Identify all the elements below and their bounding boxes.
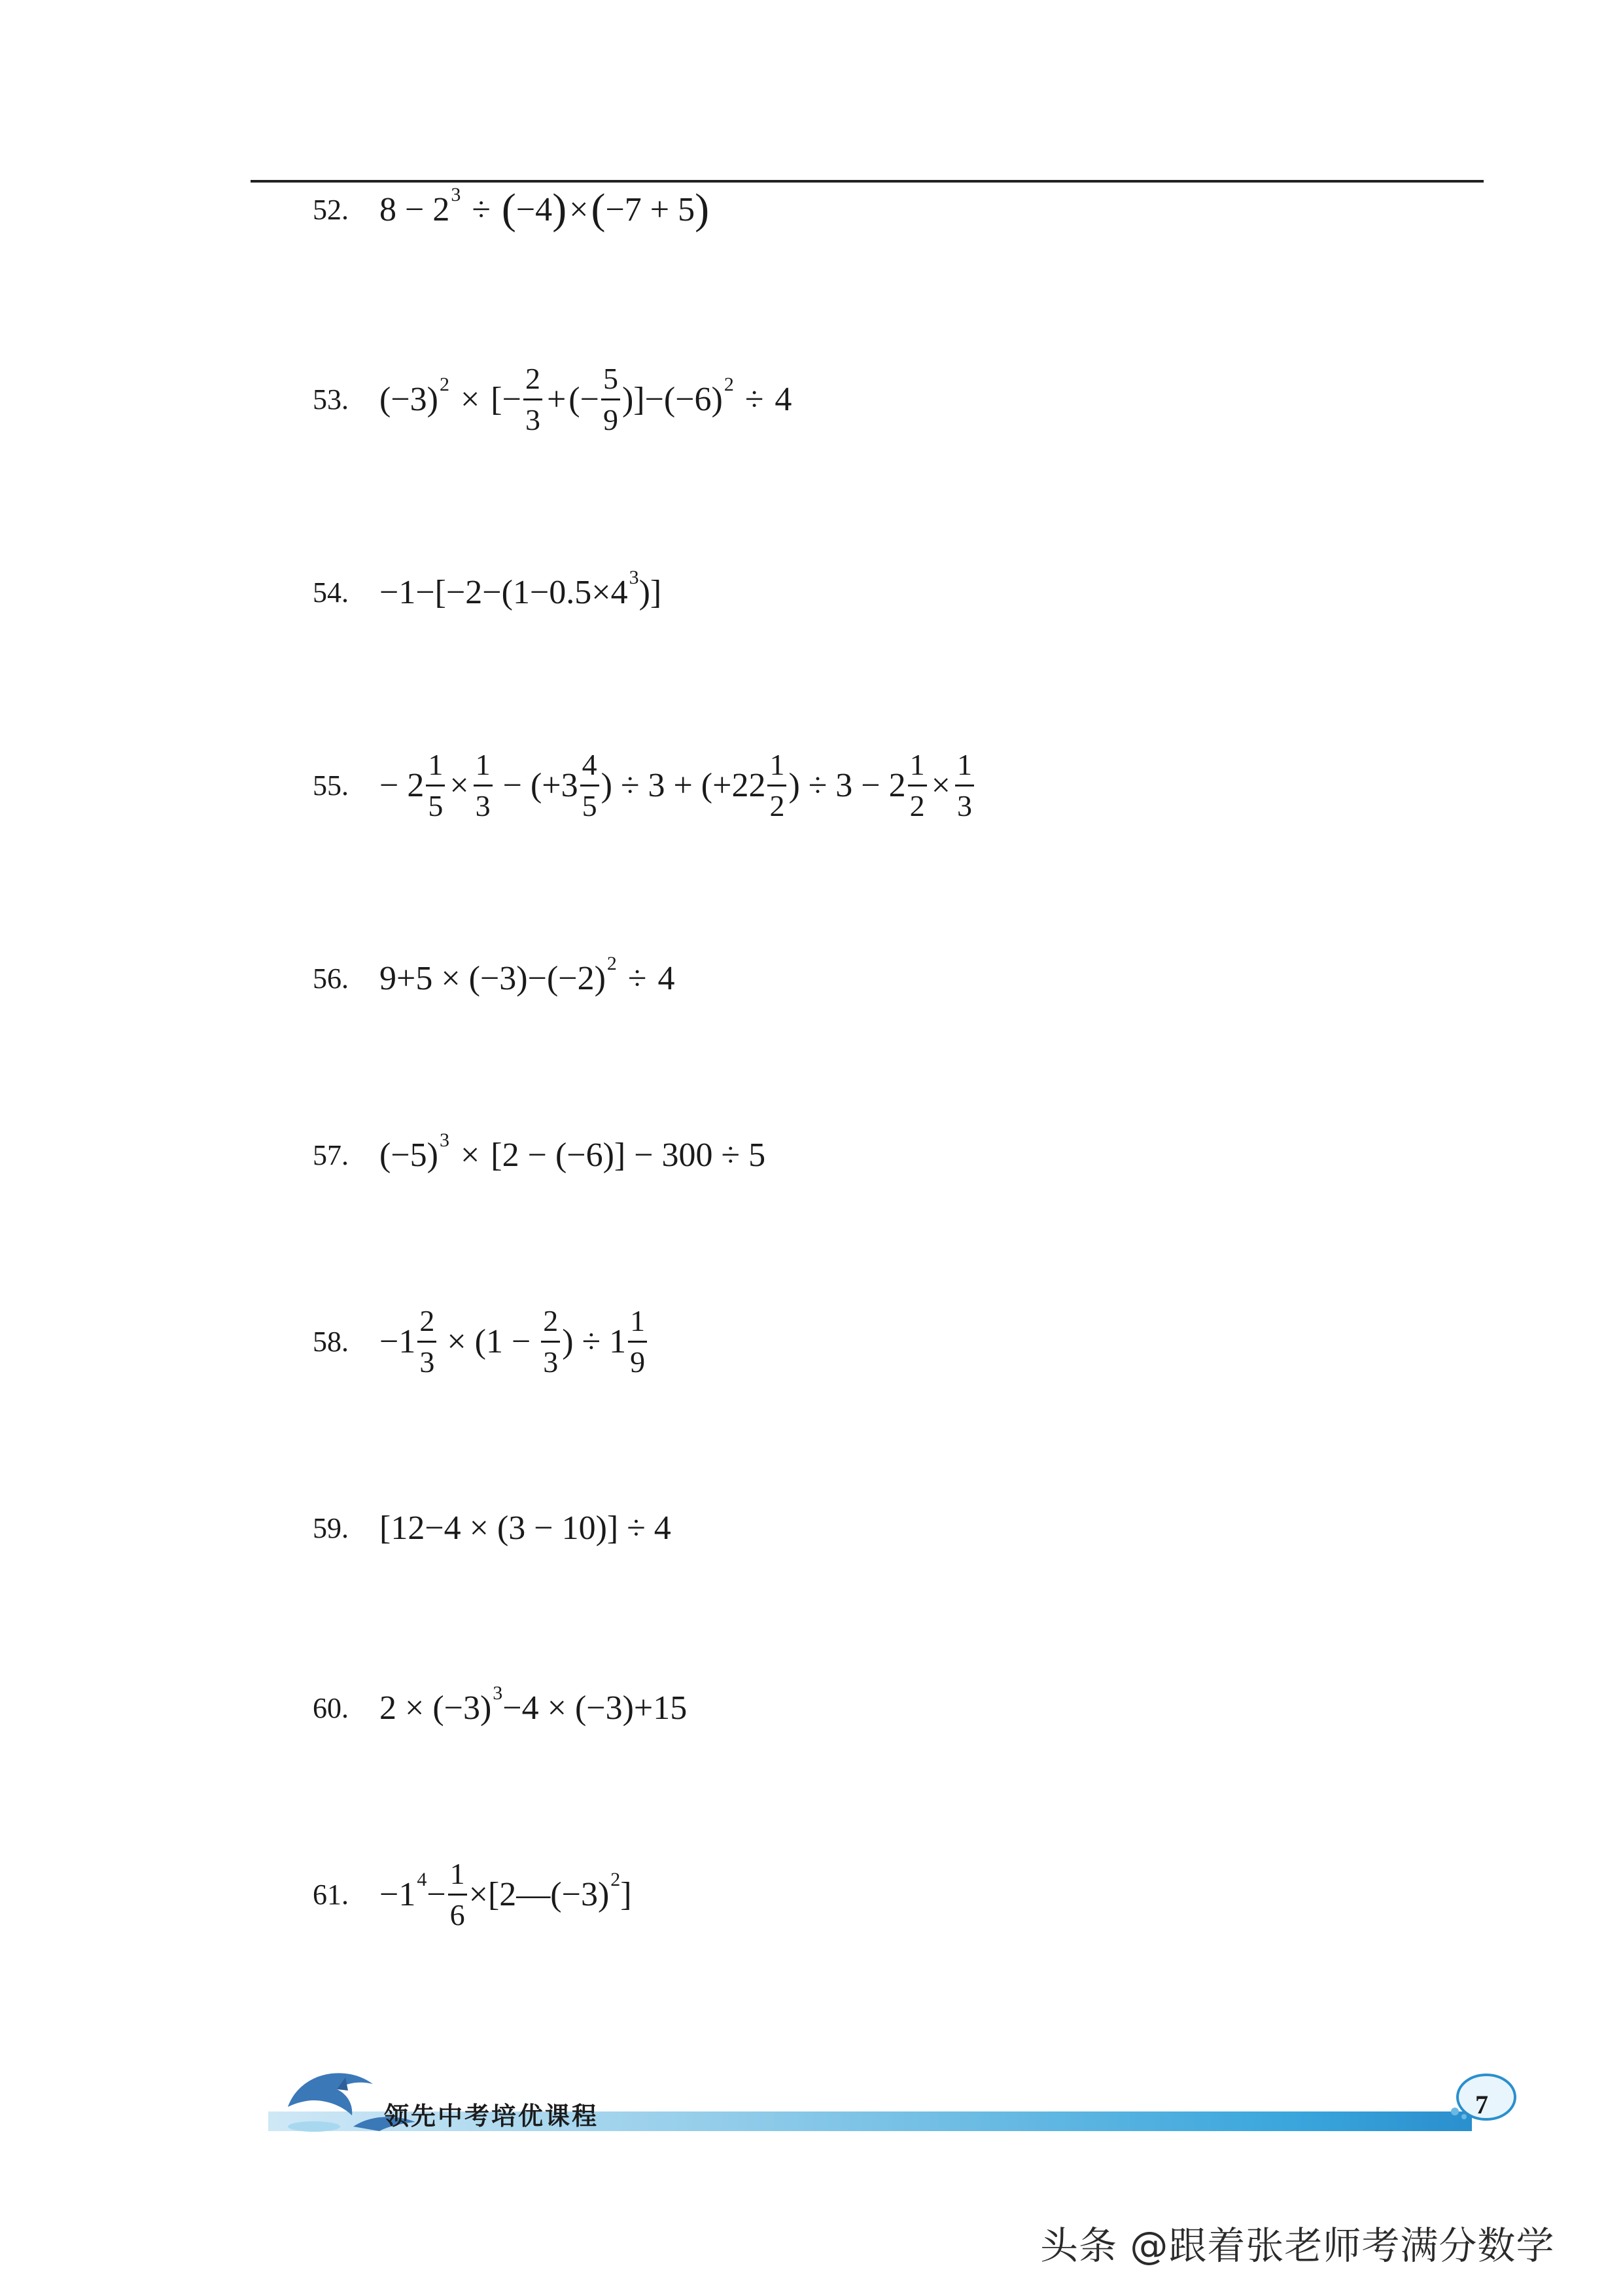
expr-text: −1 (379, 1875, 416, 1913)
exponent: 3 (493, 1682, 503, 1704)
numerator: 1 (630, 1303, 646, 1337)
problem-number: 57. (313, 1139, 349, 1171)
numerator: 1 (956, 747, 972, 781)
expr-operator: ÷ (736, 380, 773, 418)
expr-operator: ÷ (463, 190, 499, 228)
exponent: 2 (439, 374, 449, 395)
expr-text: ] (620, 1875, 632, 1913)
footer-brand: 领先中考培优课程 (384, 2102, 599, 2130)
exponent: 3 (629, 567, 639, 588)
expr-text: 4 (657, 959, 675, 997)
problem-60 (313, 1665, 687, 1750)
math-expression (379, 567, 662, 612)
expr-text: (−3) (379, 380, 438, 418)
numerator: 1 (428, 747, 444, 781)
expr-text: )] (638, 573, 662, 611)
fraction-bar (908, 785, 927, 786)
expr-operator: × (451, 1136, 489, 1174)
expr-text: × (1 − (438, 1322, 540, 1360)
expr-text: −7 + 5 (605, 190, 695, 228)
fraction-bar (628, 1341, 647, 1343)
problem-number: 59. (313, 1511, 349, 1544)
expr-operator: × (931, 766, 951, 804)
expr-text: [2 − (−6)] − 300 ÷ 5 (491, 1136, 766, 1174)
numerator: 1 (475, 747, 491, 781)
denominator: 9 (602, 402, 618, 436)
exponent: 3 (451, 184, 461, 205)
expr-text: −1 (379, 1322, 416, 1360)
problem-52 (313, 167, 709, 252)
fraction (448, 1858, 467, 1931)
fraction (908, 749, 927, 822)
numerator: 5 (602, 361, 618, 395)
numerator: 1 (449, 1856, 465, 1890)
fraction-bar (523, 398, 542, 400)
exponent: 2 (724, 374, 734, 395)
problem-57 (313, 1112, 765, 1197)
denominator: 3 (475, 788, 491, 822)
exponent: 2 (610, 1869, 621, 1890)
denominator: 5 (582, 788, 597, 822)
fraction (601, 363, 620, 436)
expr-text: (−5) (379, 1136, 438, 1174)
exponent: 2 (606, 953, 617, 974)
expr-text: )]−(−6) (621, 380, 723, 418)
fraction (523, 363, 542, 436)
expr-text: 4 (775, 380, 792, 418)
problem-number: 54. (313, 576, 349, 609)
fraction-bar (448, 1894, 467, 1896)
denominator: 3 (419, 1345, 435, 1379)
fraction (767, 749, 786, 822)
fraction-bar (580, 785, 599, 786)
expr-text: −4 (515, 190, 553, 228)
expr-text: (− (568, 380, 599, 418)
denominator: 6 (449, 1898, 465, 1932)
problem-number: 52. (313, 193, 349, 226)
numerator: 2 (419, 1303, 435, 1337)
expr-operator: × (569, 190, 589, 228)
expr-text: ) ÷ 1 (562, 1322, 627, 1360)
math-expression (379, 363, 792, 436)
problem-number: 61. (313, 1878, 349, 1911)
denominator: 2 (769, 788, 785, 822)
problem-56 (313, 936, 674, 1021)
expr-text: ) ÷ 3 + (+22 (601, 766, 766, 804)
numerator: 2 (525, 361, 540, 395)
paren: ( (591, 185, 606, 233)
page-number: 7 (1475, 2090, 1488, 2119)
math-expression (379, 1129, 766, 1174)
problem-number: 53. (313, 383, 349, 415)
denominator: 3 (543, 1345, 559, 1379)
math-expression (379, 1305, 649, 1378)
math-expression (379, 1509, 671, 1547)
fraction-bar (417, 1341, 436, 1343)
expr-text: ×[2—(−3) (468, 1875, 610, 1913)
problem-53 (313, 357, 792, 442)
expr-operator: × (449, 766, 469, 804)
expr-text: 2 × (−3) (379, 1689, 492, 1727)
numerator: 2 (543, 1303, 559, 1337)
math-expression (379, 749, 976, 822)
math-expression (379, 1682, 688, 1727)
expr-operator: × (451, 380, 489, 418)
problem-58 (313, 1299, 649, 1384)
problem-55 (313, 743, 976, 828)
math-expression (379, 953, 675, 998)
problem-54 (313, 550, 661, 635)
fraction-bar (426, 785, 445, 786)
denominator: 5 (428, 788, 444, 822)
math-expression (379, 1858, 632, 1931)
fraction-bar (767, 785, 786, 786)
expr-operator: + (546, 380, 567, 418)
expr-text: 9+5 × (−3)−(−2) (379, 959, 606, 997)
paren: ) (695, 185, 710, 233)
fraction-bar (474, 785, 493, 786)
math-expression (379, 184, 710, 233)
fraction (474, 749, 493, 822)
problem-59 (313, 1485, 671, 1570)
fraction-bar (955, 785, 974, 786)
fraction (628, 1305, 647, 1378)
expr-text: [12−4 × (3 − 10)] ÷ 4 (379, 1509, 671, 1547)
fraction (417, 1305, 436, 1378)
page-footer (249, 2045, 1531, 2149)
denominator: 2 (909, 788, 925, 822)
fraction (541, 1305, 560, 1378)
paren: ( (501, 185, 516, 233)
fraction-bar (541, 1341, 560, 1343)
exponent: 3 (439, 1129, 449, 1151)
fraction (955, 749, 974, 822)
problem-number: 60. (313, 1691, 349, 1724)
fraction-bar (601, 398, 620, 400)
expr-text: [− (491, 380, 521, 418)
denominator: 9 (630, 1345, 646, 1379)
expr-text: 8 − 2 (379, 190, 450, 228)
expr-operator: ÷ (619, 959, 655, 997)
numerator: 1 (909, 747, 925, 781)
denominator: 3 (525, 402, 540, 436)
fraction (580, 749, 599, 822)
numerator: 1 (769, 747, 785, 781)
expr-text: −1−[−2−(1−0.5×4 (379, 573, 628, 611)
expr-text: − (+3 (494, 766, 578, 804)
expr-text: ) ÷ 3 − 2 (788, 766, 906, 804)
expr-text: − 2 (379, 766, 425, 804)
fraction (426, 749, 445, 822)
problem-number: 55. (313, 769, 349, 802)
problem-number: 56. (313, 962, 349, 995)
denominator: 3 (956, 788, 972, 822)
numerator: 4 (582, 747, 597, 781)
expr-text: − (427, 1875, 446, 1913)
paren: ) (552, 185, 567, 233)
problem-61 (313, 1852, 632, 1937)
watermark: 头条 @跟着张老师考满分数学 (1040, 2223, 1555, 2268)
exponent: 4 (417, 1869, 427, 1890)
problem-number: 58. (313, 1325, 349, 1358)
expr-text: −4 × (−3)+15 (502, 1689, 688, 1727)
